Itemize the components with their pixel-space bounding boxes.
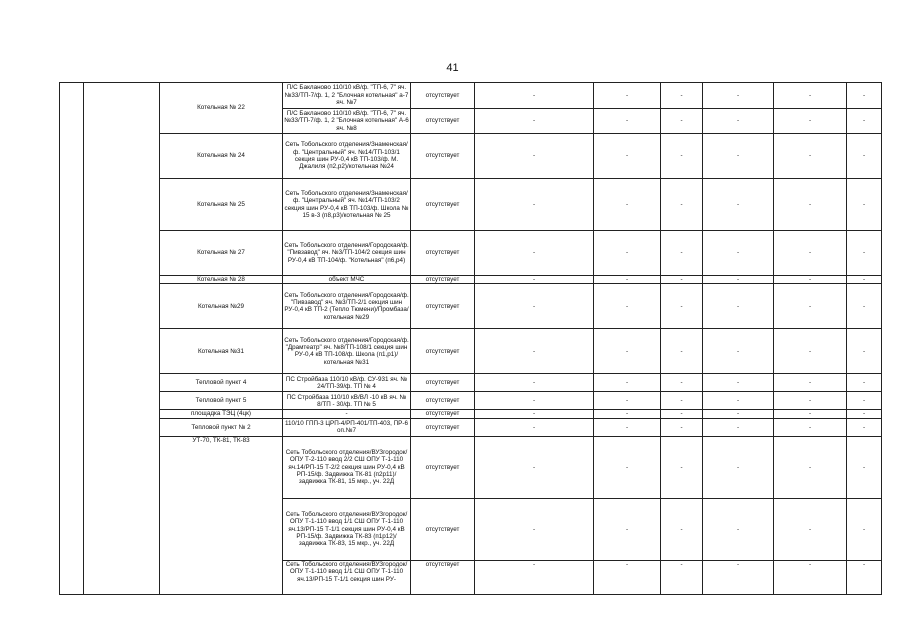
backup-status-cell: отсутствует xyxy=(411,392,475,410)
dash-cell: - xyxy=(475,410,594,418)
dash-cell: - xyxy=(703,83,774,109)
supply-scheme-cell: Сеть Тобольского отделения/ВУЗгородок/ОПУ Т-1-110 ввод 1/1 СШ ОПУ Т-1-110 яч.13/РП-15 Т-1/1 секция шин РУ- xyxy=(283,560,411,594)
dash-cell: - xyxy=(847,436,882,498)
dash-cell: - xyxy=(594,134,661,179)
table-row xyxy=(60,276,882,284)
dash-cell: - xyxy=(847,392,882,410)
dash-cell: - xyxy=(475,276,594,284)
dash-cell: - xyxy=(475,179,594,231)
dash-cell: - xyxy=(661,276,703,284)
dash-cell: - xyxy=(847,179,882,231)
backup-status-cell: отсутствует xyxy=(411,560,475,594)
dash-cell: - xyxy=(661,179,703,231)
dash-cell: - xyxy=(774,134,847,179)
dash-cell: - xyxy=(847,560,882,594)
supply-scheme-cell: Сеть Тобольского отделения/Городская/ф. "Пивзавод" яч. №3/ТП-2/1 секция шин РУ-0,4 кВ ТП-2 (Тепло Тюмени)/Промбаза/котельная №29 xyxy=(283,284,411,329)
backup-status-cell: отсутствует xyxy=(411,231,475,276)
dash-cell: - xyxy=(661,560,703,594)
table-row xyxy=(60,374,882,392)
supply-scheme-cell: Сеть Тобольского отделения/Городская/ф. "Пивзавод" яч. №3/ТП-104/2 секция шин РУ-0,4 кВ ТП-104/ф. "Котельная" (п6,р4) xyxy=(283,231,411,276)
dash-cell: - xyxy=(774,276,847,284)
district-cell xyxy=(84,83,160,595)
dash-cell: - xyxy=(475,498,594,560)
dash-cell: - xyxy=(661,284,703,329)
dash-cell: - xyxy=(475,329,594,374)
supply-scheme-cell: П/С Бакланово 110/10 кВ/ф. "ТП-6, 7" яч. №33/ТП-7/ф. 1, 2 "Блочная котельная" а-7 яч. №7 xyxy=(283,83,411,109)
dash-cell: - xyxy=(594,83,661,109)
facility-name-cell: площадка ТЭЦ (4цк) xyxy=(160,410,283,418)
dash-cell: - xyxy=(594,284,661,329)
dash-cell: - xyxy=(661,392,703,410)
supply-scheme-cell: П/С Бакланово 110/10 кВ/ф. "ТП-6, 7" яч. №33/ТП-7/ф. 1, 2 "Блочная котельная" А-6 яч. №8 xyxy=(284,109,409,132)
supply-scheme-cell: - xyxy=(283,410,411,418)
dash-cell: - xyxy=(594,374,661,392)
facility-name-cell: Котельная №29 xyxy=(160,284,283,329)
dash-cell: - xyxy=(703,374,774,392)
dash-cell: - xyxy=(774,418,847,436)
dash-cell: - xyxy=(475,134,594,179)
dash-cell: - xyxy=(594,410,661,418)
table-row xyxy=(60,392,882,410)
dash-cell: - xyxy=(703,231,774,276)
dash-cell: - xyxy=(475,392,594,410)
dash-cell: - xyxy=(594,392,661,410)
dash-cell: - xyxy=(661,374,703,392)
supply-scheme-cell: объект МЧС xyxy=(283,276,411,284)
facility-name-cell: Тепловой пункт 5 xyxy=(160,392,283,410)
dash-cell: - xyxy=(774,374,847,392)
dash-cell: - xyxy=(847,498,882,560)
dash-cell: - xyxy=(774,560,847,594)
dash-cell: - xyxy=(594,560,661,594)
dash-cell: - xyxy=(661,231,703,276)
dash-cell: - xyxy=(475,284,594,329)
dash-cell: - xyxy=(847,284,882,329)
dash-cell: - xyxy=(774,410,847,418)
row-number-cell xyxy=(60,83,84,595)
dash-cell: - xyxy=(774,231,847,276)
backup-status-cell: отсутствует xyxy=(411,436,475,498)
backup-status-cell: отсутствует xyxy=(411,179,475,231)
supply-scheme-cell: Сеть Тобольского отделения/Знаменская/ф. "Центральный" яч. №14/ТП-103/2 секция шин РУ-0,4 кВ ТП-103/ф. Школа № 15 в-3 (п8,р3)/котельная № 25 xyxy=(283,179,411,231)
page-number: 41 xyxy=(446,62,459,74)
dash-cell: - xyxy=(847,83,882,109)
dash-cell: - xyxy=(847,329,882,374)
facility-name-cell: Котельная №31 xyxy=(160,329,283,374)
dash-cell: - xyxy=(594,276,661,284)
dash-cell: - xyxy=(774,83,847,109)
facility-name-cell: Котельная № 24 xyxy=(160,134,283,179)
facility-name-cell: Котельная № 25 xyxy=(160,179,283,231)
supply-scheme-cell: 110/10 ГПП-3 ЦРП-4/РП-401/ТП-403, ПР-6 оп.№7 xyxy=(283,418,411,436)
dash-cell: - xyxy=(774,392,847,410)
facility-name-cell: УТ-70, ТК-81, ТК-83 xyxy=(160,436,283,594)
supply-scheme-cell: Сеть Тобольского отделения/ВУЗгородок/ОПУ Т-2-110 ввод 2/2 СШ ОПУ Т-1-110 яч.14/РП-15 Т-2/2 секция шин РУ-0,4 кВ РП-15/ф. Задвижка ТК-81 (п2р11)/задвижка ТК-81, 15 мкр., уч. 22Д xyxy=(283,436,411,498)
dash-cell: - xyxy=(475,231,594,276)
dash-cell: - xyxy=(847,418,882,436)
dash-cell: - xyxy=(703,284,774,329)
dash-cell: - xyxy=(703,418,774,436)
dash-cell: - xyxy=(661,498,703,560)
dash-cell: - xyxy=(475,109,594,134)
table-row xyxy=(60,179,882,231)
facility-name-cell: Котельная № 27 xyxy=(160,231,283,276)
dash-cell: - xyxy=(475,436,594,498)
table-row xyxy=(60,410,882,418)
dash-cell: - xyxy=(774,179,847,231)
dash-cell: - xyxy=(475,560,594,594)
dash-cell: - xyxy=(594,418,661,436)
dash-cell: - xyxy=(703,410,774,418)
dash-cell: - xyxy=(594,231,661,276)
facility-name-cell: Котельная № 28 xyxy=(160,276,283,284)
dash-cell: - xyxy=(661,83,703,109)
backup-status-cell: отсутствует xyxy=(411,329,475,374)
dash-cell: - xyxy=(774,329,847,374)
dash-cell: - xyxy=(703,560,774,594)
dash-cell: - xyxy=(475,83,594,109)
dash-cell: - xyxy=(594,109,661,134)
dash-cell: - xyxy=(661,418,703,436)
dash-cell: - xyxy=(661,329,703,374)
dash-cell: - xyxy=(661,134,703,179)
backup-status-cell: отсутствует xyxy=(411,276,475,284)
dash-cell: - xyxy=(661,410,703,418)
dash-cell: - xyxy=(774,498,847,560)
dash-cell: - xyxy=(703,109,774,134)
backup-status-cell: отсутствует xyxy=(411,410,475,418)
dash-cell: - xyxy=(774,436,847,498)
supply-scheme-cell: ПС Стройбаза 110/10 кВ/ВЛ -10 кВ яч. № 8/ТП - 30/ф. ТП № 5 xyxy=(283,392,411,410)
dash-cell: - xyxy=(594,436,661,498)
table-row xyxy=(60,436,882,498)
dash-cell: - xyxy=(475,374,594,392)
supply-scheme-cell: ПС Стройбаза 110/10 кВ/ф. СУ-931 яч. № 24/ТП-39/ф. ТП № 4 xyxy=(283,374,411,392)
dash-cell: - xyxy=(661,109,703,134)
dash-cell: - xyxy=(703,392,774,410)
backup-status-cell: отсутствует xyxy=(411,284,475,329)
dash-cell: - xyxy=(847,109,882,134)
dash-cell: - xyxy=(847,374,882,392)
dash-cell: - xyxy=(703,329,774,374)
dash-cell: - xyxy=(661,436,703,498)
facility-name-cell: Тепловой пункт 4 xyxy=(160,374,283,392)
dash-cell: - xyxy=(475,418,594,436)
table-row xyxy=(60,418,882,436)
backup-status-cell: отсутствует xyxy=(411,418,475,436)
table-row xyxy=(60,83,882,109)
dash-cell: - xyxy=(774,109,847,134)
backup-status-cell: отсутствует xyxy=(411,374,475,392)
table-row xyxy=(60,284,882,329)
dash-cell: - xyxy=(594,329,661,374)
dash-cell: - xyxy=(703,276,774,284)
dash-cell: - xyxy=(703,134,774,179)
backup-status-cell: отсутствует xyxy=(411,498,475,560)
dash-cell: - xyxy=(847,134,882,179)
backup-status-cell: отсутствует xyxy=(411,134,475,179)
dash-cell: - xyxy=(847,276,882,284)
dash-cell: - xyxy=(774,284,847,329)
table-row xyxy=(60,134,882,179)
supply-scheme-cell: Сеть Тобольского отделения/Городская/ф. "Драмтеатр" яч. №8/ТП-108/1 секция шин РУ-0,4 кВ ТП-108/ф. Школа (п1,р1)/котельная №31 xyxy=(283,329,411,374)
table-row xyxy=(60,329,882,374)
dash-cell: - xyxy=(594,179,661,231)
facility-name-cell: Тепловой пункт № 2 xyxy=(160,418,283,436)
dash-cell: - xyxy=(594,498,661,560)
table-row xyxy=(60,231,882,276)
facility-power-supply-table xyxy=(59,82,882,595)
backup-status-cell: отсутствует xyxy=(411,109,475,134)
dash-cell: - xyxy=(847,231,882,276)
supply-scheme-cell: Сеть Тобольского отделения/Знаменская/ф. "Центральный" яч. №14/ТП-103/1 секция шин РУ-0,4 кВ ТП-103/ф. М. Джалиля (п2,р2)/котельная №24 xyxy=(283,134,411,179)
facility-name-cell: Котельная № 22 xyxy=(160,83,283,134)
backup-status-cell: отсутствует xyxy=(411,83,475,109)
supply-scheme-cell: Сеть Тобольского отделения/ВУЗгородок/ОПУ Т-1-110 ввод 1/1 СШ ОПУ Т-1-110 яч.13/РП-15 Т-1/1 секция шин РУ-0,4 кВ РП-15/ф. Задвижка ТК-83 (п1р12)/задвижка ТК-83, 15 мкр., уч. 22Д xyxy=(283,498,411,560)
dash-cell: - xyxy=(703,498,774,560)
dash-cell: - xyxy=(847,410,882,418)
dash-cell: - xyxy=(703,436,774,498)
dash-cell: - xyxy=(703,179,774,231)
